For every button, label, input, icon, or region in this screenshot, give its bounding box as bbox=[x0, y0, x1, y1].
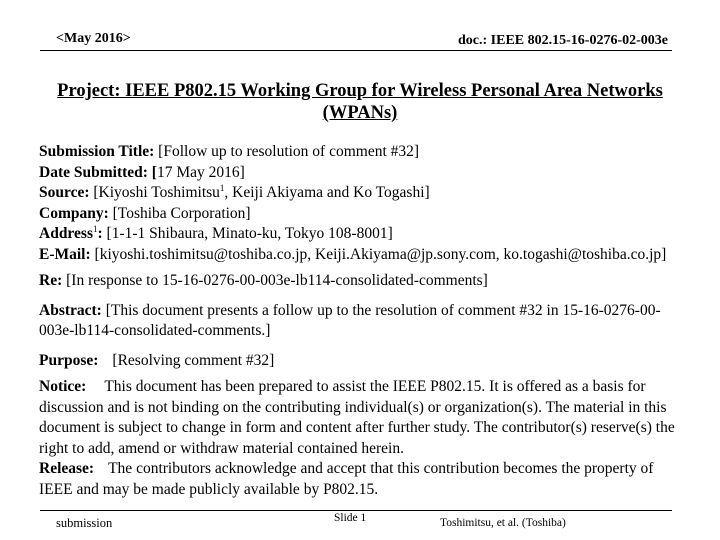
date-value: 17 May 2016] bbox=[156, 163, 245, 181]
email-row bbox=[39, 245, 689, 266]
abstract-label: Abstract: bbox=[39, 301, 102, 319]
page-title bbox=[40, 80, 680, 124]
purpose-value: [Resolving comment #32] bbox=[112, 351, 275, 369]
source-value-a: [Kiyoshi Toshimitsu bbox=[89, 184, 220, 201]
re-label: Re: bbox=[39, 272, 63, 289]
notice-row bbox=[39, 377, 689, 459]
release-value: The contributors acknowledge and accept that this contribution becomes the property of IEEE and may be made publicly available by P802.15. bbox=[39, 460, 654, 498]
submission-title-row bbox=[39, 142, 689, 163]
submission-title-value: [Follow up to resolution of comment #32] bbox=[154, 143, 420, 160]
address-label: Address bbox=[39, 225, 93, 242]
company-row bbox=[39, 204, 689, 225]
footer-submission: submission bbox=[56, 516, 113, 530]
footer-author: Toshimitsu, et al. (Toshiba) bbox=[440, 517, 566, 529]
address-colon: : bbox=[97, 225, 103, 242]
email-value: [kiyoshi.toshimitsu@toshiba.co.jp, Keiji.Akiyama@jp.sony.com, ko.togashi@toshiba.co.jp] bbox=[90, 245, 667, 263]
date-row bbox=[39, 163, 689, 184]
abstract-value: [This document presents a follow up to the resolution of comment #32 in 15-16-0276-00-003e-lb114-consolidated-comments.] bbox=[39, 301, 661, 339]
address-superscript: 1 bbox=[92, 223, 98, 234]
title-line-2: (WPANs) bbox=[322, 103, 398, 123]
email-label: E-Mail: bbox=[39, 245, 91, 263]
notice-value: This document has been prepared to assist the IEEE P802.15. It is offered as a basis for discussion and is not binding on the contributing individual(s) or organization(s). The material in this document is subject to change in form and content after further study. The contributor(s) reserve(s) the right to add, amend or withdraw material contained herein. bbox=[39, 378, 675, 457]
notice-label: Notice: bbox=[39, 378, 87, 395]
address-row bbox=[39, 224, 689, 245]
release-label: Release: bbox=[39, 460, 95, 477]
submission-title-label: Submission Title: bbox=[39, 143, 155, 160]
purpose-row bbox=[39, 351, 689, 372]
source-value-b: , Keiji Akiyama and Ko Togashi] bbox=[224, 184, 430, 201]
title-line-1: Project: IEEE P802.15 Working Group for Wireless Personal Area Networks bbox=[57, 81, 663, 101]
document-body bbox=[39, 142, 689, 500]
footer-rule bbox=[40, 510, 672, 511]
header-rule bbox=[40, 50, 672, 51]
source-superscript: 1 bbox=[219, 182, 225, 193]
source-label: Source: bbox=[39, 184, 90, 201]
footer-slide-number: Slide 1 bbox=[334, 512, 367, 524]
re-row bbox=[39, 271, 689, 292]
header-doc-id: doc.: IEEE 802.15-16-0276-02-003e bbox=[458, 33, 668, 48]
purpose-label: Purpose: bbox=[39, 351, 99, 369]
re-value: [In response to 15-16-0276-00-003e-lb114-consolidated-comments] bbox=[62, 272, 488, 289]
company-value: [Toshiba Corporation] bbox=[108, 204, 251, 222]
address-value: [1-1-1 Shibaura, Minato-ku, Tokyo 108-8001] bbox=[102, 225, 393, 242]
release-row bbox=[39, 459, 689, 500]
header-date: <May 2016> bbox=[56, 31, 131, 46]
source-row bbox=[39, 183, 689, 204]
date-label: Date Submitted: [ bbox=[39, 163, 157, 181]
abstract-row bbox=[39, 301, 689, 342]
company-label: Company: bbox=[39, 204, 109, 222]
